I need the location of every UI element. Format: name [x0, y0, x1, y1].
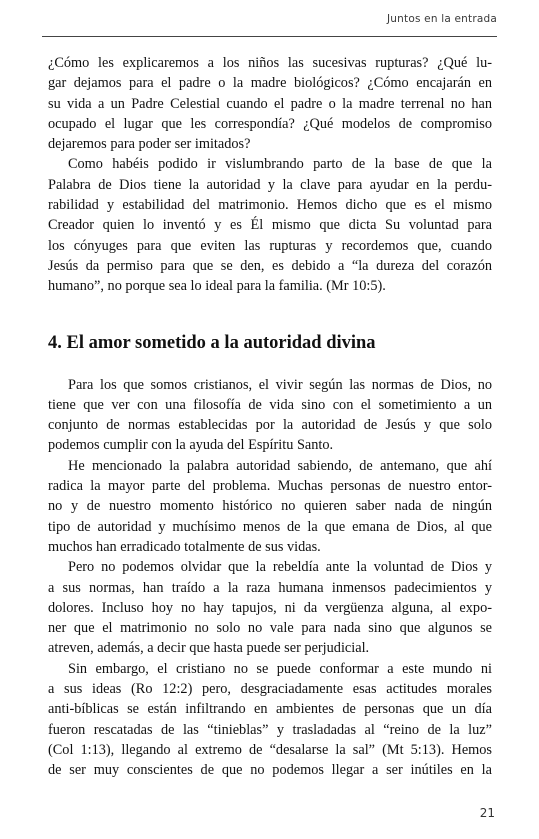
header-rule: [42, 36, 497, 37]
text-line: podemos cumplir con la ayuda del Espíritu Santo.: [48, 437, 334, 454]
paragraph: [48, 659, 492, 781]
text-line: conjunto de normas establecidas por la autoridad de Jesús y que solo: [48, 417, 492, 434]
text-line: Sin embargo, el cristiano no se puede conformar a este mundo ni: [68, 660, 492, 677]
text-line: a sus ideas (Ro 12:2) pero, desgraciadamente esas actitudes morales: [48, 681, 492, 698]
text-line: Para los que somos cristianos, el vivir según las normas de Dios, no: [68, 376, 492, 393]
text-line: radica la mayor parte del problema. Muchas personas de nuestro entor-: [48, 478, 492, 495]
text-line: Creador quien lo inventó y es Él mismo que dicta Su voluntad para: [48, 217, 492, 234]
text-line: ner que el matrimonio no solo no vale para nada sino que algunos se: [48, 620, 492, 637]
paragraph: [48, 53, 492, 154]
text-line: ¿Cómo les explicaremos a los niños las sucesivas rupturas? ¿Qué lu-: [48, 55, 492, 71]
text-line: ocupado el lugar que les correspondía? ¿Qué modelos de compromiso: [48, 115, 492, 132]
text-line: atreven, además, a decir que hasta puede ser perjudicial.: [48, 640, 370, 657]
text-line: Jesús da permiso para que se den, es debido a “la dureza del corazón: [48, 257, 492, 274]
text-line: dolores. Incluso hoy no hay tapujos, ni da vergüenza alguna, al expo-: [48, 599, 492, 616]
text-line: rabilidad y estabilidad del matrimonio. Hemos dicho que es el mismo: [48, 197, 492, 214]
text-line: a sus normas, han traído a la raza humana inmensos padecimientos y: [48, 579, 492, 596]
text-line: anti-bíblicas se están infiltrando en ambientes de personas que un día: [48, 701, 492, 718]
text-line: fueron rescatadas de las “tinieblas” y trasladadas al “reino de la luz”: [48, 721, 492, 738]
text-line: tipo de autoridad y muchísimo menos de la que emana de Dios, al que: [48, 518, 492, 535]
text-line: tiene que ver con una filosofía de vida sino con el sometimiento a un: [48, 396, 492, 413]
paragraph: [48, 375, 492, 456]
running-head: Juntos en la entrada: [387, 13, 497, 25]
page-number: 21: [479, 806, 495, 820]
text-line: (Col 1:13), llegando al extremo de “desalarse la sal” (Mt 5:13). Hemos: [48, 741, 492, 758]
paragraph: [48, 456, 492, 557]
text-line: gar dejamos para el padre o la madre biológicos? ¿Cómo encajarán en: [48, 75, 492, 92]
text-line: Como habéis podido ir vislumbrando parto de la base de que la: [68, 156, 492, 173]
text-line: muchos han erradicado totalmente de sus vidas.: [48, 538, 321, 555]
text-line: dejaremos para poder ser imitados?: [48, 136, 251, 153]
text-line: Pero no podemos olvidar que la rebeldía ante la voluntad de Dios y: [68, 559, 492, 576]
text-line: He mencionado la palabra autoridad sabiendo, de antemano, que ahí: [68, 457, 492, 474]
body-text: [48, 53, 492, 781]
section-heading: 4. El amor sometido a la autoridad divina: [48, 332, 376, 353]
text-line: su vida a un Padre Celestial cuando el padre o la madre terrenal no han: [48, 95, 492, 112]
text-line: de ser muy conscientes de que no podemos llegar a ser inútiles en la: [48, 762, 492, 779]
text-line: Palabra de Dios tiene la autoridad y la clave para ayudar en la perdu-: [48, 176, 492, 193]
text-line: los cónyuges para que eviten las rupturas y recordemos que, cuando: [48, 237, 492, 254]
paragraph: [48, 557, 492, 658]
text-line: no y de nuestro momento histórico no quieren saber nada de ningún: [48, 498, 492, 515]
paragraph: [48, 154, 492, 296]
text-line: humano”, no porque sea lo ideal para la familia. (Mr 10:5).: [48, 278, 386, 295]
